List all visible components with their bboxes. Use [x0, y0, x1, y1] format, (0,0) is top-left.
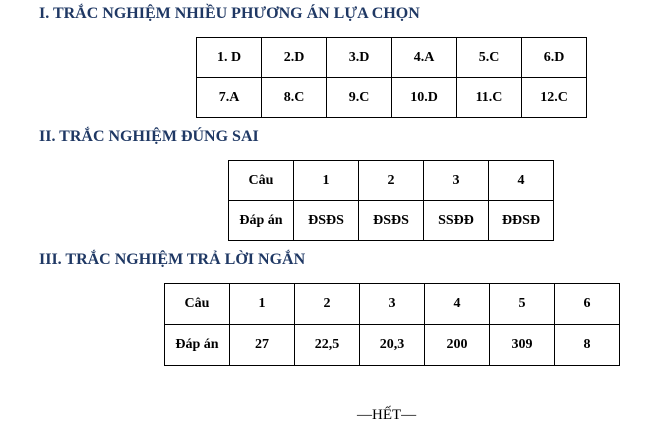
header-cell: 3	[424, 161, 489, 201]
section-2-title: II. TRẮC NGHIỆM ĐÚNG SAI	[39, 128, 259, 145]
answer-cell: ĐSĐS	[294, 201, 359, 241]
header-cell: Câu	[229, 161, 294, 201]
multiple-choice-answer-table	[196, 37, 587, 118]
answer-cell: 6.D	[522, 38, 587, 78]
answer-cell: Đáp án	[165, 325, 230, 366]
header-cell: 4	[425, 284, 490, 325]
answer-cell: 4.A	[392, 38, 457, 78]
header-cell: 2	[295, 284, 360, 325]
header-cell: 1	[294, 161, 359, 201]
header-cell: 2	[359, 161, 424, 201]
header-cell: 6	[555, 284, 620, 325]
answer-cell: 7.A	[197, 78, 262, 118]
answer-cell: 200	[425, 325, 490, 366]
answer-cell: 9.C	[327, 78, 392, 118]
table-header-row	[229, 161, 554, 201]
true-false-answer-table	[228, 160, 554, 241]
table-row	[197, 78, 587, 118]
answer-cell: 8.C	[262, 78, 327, 118]
answer-cell: 2.D	[262, 38, 327, 78]
section-1-title: I. TRẮC NGHIỆM NHIỀU PHƯƠNG ÁN LỰA CHỌN	[39, 5, 420, 22]
answer-cell: 5.C	[457, 38, 522, 78]
table-header-row	[165, 284, 620, 325]
end-marker: —HẾT—	[357, 407, 417, 423]
answer-cell: 3.D	[327, 38, 392, 78]
answer-cell: 20,3	[360, 325, 425, 366]
table-row	[229, 201, 554, 241]
header-cell: 4	[489, 161, 554, 201]
answer-cell: 1. D	[197, 38, 262, 78]
answer-cell: 11.C	[457, 78, 522, 118]
answer-cell: 10.D	[392, 78, 457, 118]
answer-cell: 27	[230, 325, 295, 366]
short-answer-table	[164, 283, 620, 366]
table-row	[165, 325, 620, 366]
header-cell: 3	[360, 284, 425, 325]
header-cell: 1	[230, 284, 295, 325]
header-cell: Câu	[165, 284, 230, 325]
table-row	[197, 38, 587, 78]
answer-cell: 8	[555, 325, 620, 366]
answer-cell: 309	[490, 325, 555, 366]
answer-cell: 12.C	[522, 78, 587, 118]
answer-cell: ĐĐSĐ	[489, 201, 554, 241]
section-3-title: III. TRẮC NGHIỆM TRẢ LỜI NGẮN	[39, 251, 306, 268]
answer-cell: ĐSĐS	[359, 201, 424, 241]
answer-cell: SSĐĐ	[424, 201, 489, 241]
answer-cell: Đáp án	[229, 201, 294, 241]
header-cell: 5	[490, 284, 555, 325]
answer-cell: 22,5	[295, 325, 360, 366]
